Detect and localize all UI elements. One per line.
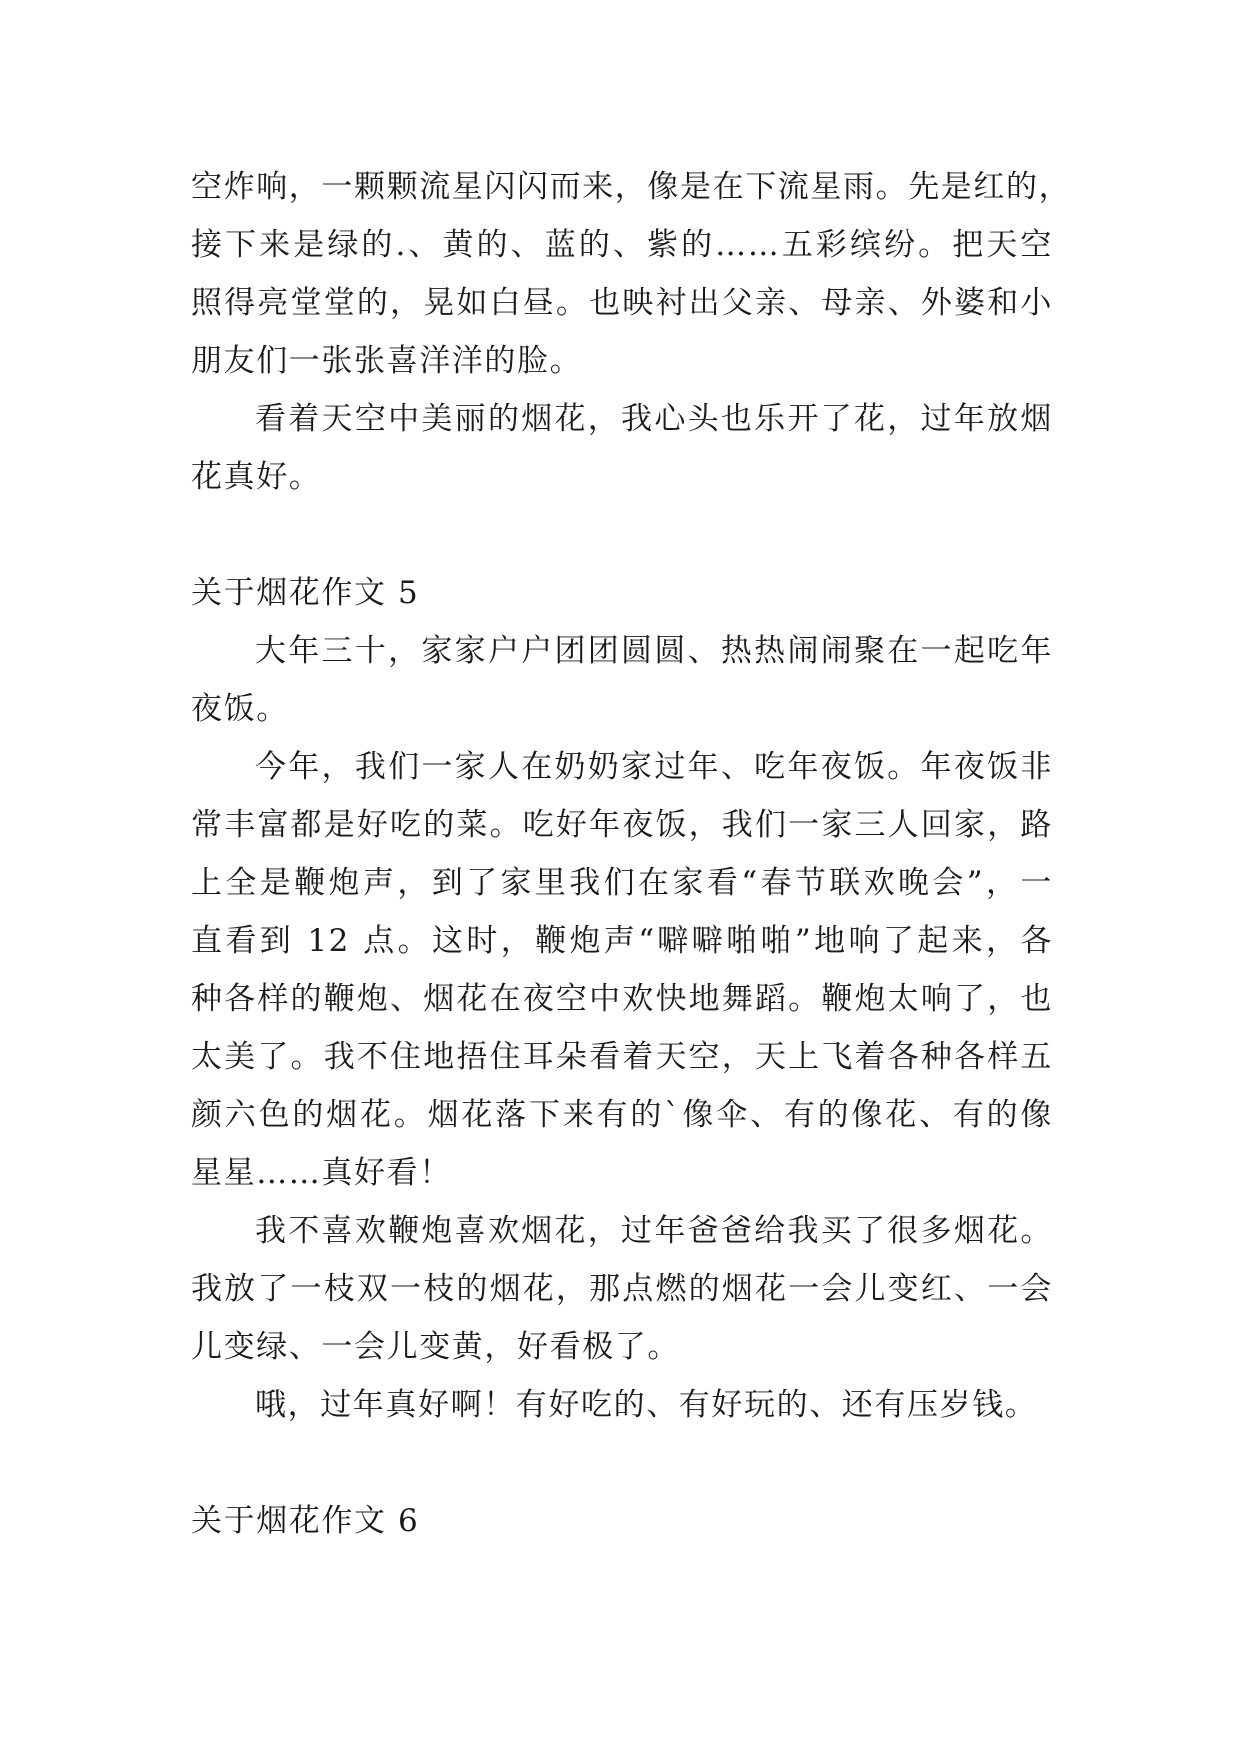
paragraph [191, 738, 1053, 1202]
section-gap [191, 1434, 1053, 1492]
paragraph [191, 1376, 1053, 1434]
text-line: 太美了。我不住地捂住耳朵看着天空，天上飞着各种各样五 [191, 1039, 1053, 1075]
text-line: 我放了一枝双一枝的烟花，那点燃的烟花一会儿变红、一会 [191, 1271, 1053, 1307]
text-line: 哦，过年真好啊！有好吃的、有好玩的、还有压岁钱。 [255, 1387, 1038, 1423]
document-body [191, 158, 1072, 1550]
text-line: 接下来是绿的.、黄的、蓝的、紫的……五彩缤纷。把天空 [191, 227, 1053, 263]
paragraph [191, 158, 1072, 390]
paragraph [191, 390, 1053, 506]
text-line: 上全是鞭炮声，到了家里我们在家看“春节联欢晚会”，一 [191, 865, 1053, 901]
text-line: 种各样的鞭炮、烟花在夜空中欢快地舞蹈。鞭炮太响了，也 [191, 981, 1053, 1017]
text-line: 花真好。 [191, 459, 322, 495]
text-line: 大年三十，家家户户团团圆圆、热热闹闹聚在一起吃年 [255, 633, 1053, 669]
text-line: 常丰富都是好吃的菜。吃好年夜饭，我们一家三人回家，路 [191, 807, 1053, 843]
text-line: 今年，我们一家人在奶奶家过年、吃年夜饭。年夜饭非 [255, 749, 1053, 785]
text-line: 照得亮堂堂的，晃如白昼。也映衬出父亲、母亲、外婆和小 [191, 285, 1053, 321]
paragraph [191, 1202, 1053, 1376]
text-line: 颜六色的烟花。烟花落下来有的`像伞、有的像花、有的像 [191, 1097, 1053, 1133]
section-gap [191, 506, 1053, 564]
text-line: 直看到 12 点。这时，鞭炮声“噼噼啪啪”地响了起来，各 [191, 923, 1053, 959]
paragraph [191, 622, 1053, 738]
text-line: 空炸响，一颗颗流星闪闪而来，像是在下流星雨。先是红的， [191, 169, 1072, 205]
text-line: 我不喜欢鞭炮喜欢烟花，过年爸爸给我买了很多烟花。 [255, 1213, 1053, 1249]
section-title: 关于烟花作文 6 [191, 1503, 420, 1539]
text-line: 夜饭。 [191, 691, 289, 727]
text-line: 儿变绿、一会儿变黄，好看极了。 [191, 1329, 680, 1365]
section-title: 关于烟花作文 5 [191, 575, 420, 611]
text-line: 朋友们一张张喜洋洋的脸。 [191, 343, 583, 379]
text-line: 看着天空中美丽的烟花，我心头也乐开了花，过年放烟 [255, 401, 1053, 437]
text-line: 星星……真好看！ [191, 1155, 452, 1191]
